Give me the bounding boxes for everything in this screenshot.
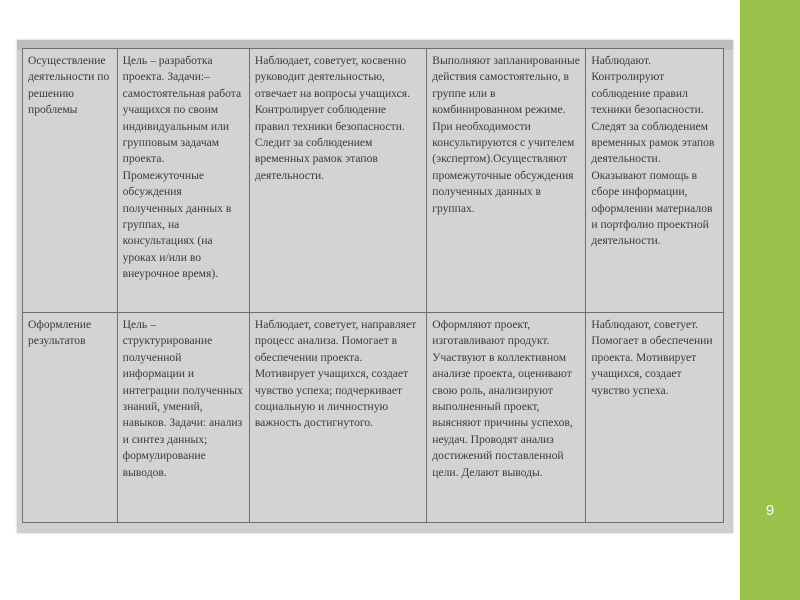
stage-cell: Оформление результатов (23, 313, 118, 523)
page-number: 9 (765, 502, 775, 519)
students-cell: Оформляют проект, изготавливают продукт. Участвуют в коллективном анализе проекта, оценивают свою роль, анализируют выполненный проект, выясняют причины успехов, неудач. Проводят анализ достижений поставленной цели. Делают выводы. (427, 313, 586, 523)
goal-cell: Цель – разработка проекта. Задачи:– самостоятельная работа учащихся по своим индивидуальным или групповым задачам проекта. Промежуточные обсуждения полученных данных в группах, на консультациях (на уроках и/или во внеурочное время). (117, 49, 249, 313)
parents-cell: Наблюдают, советует. Помогает в обеспечении проекта. Мотивирует учащихся, создает чувство успеха. (586, 313, 724, 523)
students-cell: Выполняют запланированные действия самостоятельно, в группе или в комбинированном режиме. При необходимости консультируются с учителем (экспертом).Осуществляют промежуточные обсуждения полученных данных в группах. (427, 49, 586, 313)
teacher-cell: Наблюдает, советует, косвенно руководит деятельностью, отвечает на вопросы учащихся. Контролирует соблюдение правил техники безопасности. Следит за соблюдением временных рамок этапов деятельности. (249, 49, 426, 313)
table-row (23, 313, 724, 523)
teacher-cell: Наблюдает, советует, направляет процесс анализа. Помогает в обеспечении проекта. Мотивирует учащихся, создает чувство успеха; подчеркивает социальную и личностную важность достигнутого. (249, 313, 426, 523)
project-stages-table (22, 48, 724, 523)
parents-cell: Наблюдают. Контролируют соблюдение правил техники безопасности. Следят за соблюдением временных рамок этапов деятельности. Оказывают помощь в сборе информации, оформлении материалов и портфолио проектной деятельности. (586, 49, 724, 313)
table-row (23, 49, 724, 313)
stage-cell: Осуществление деятельности по решению проблемы (23, 49, 118, 313)
goal-cell: Цель – структурирование полученной информации и интеграции полученных знаний, умений, навыков. Задачи: анализ и синтез данных; формулирование выводов. (117, 313, 249, 523)
